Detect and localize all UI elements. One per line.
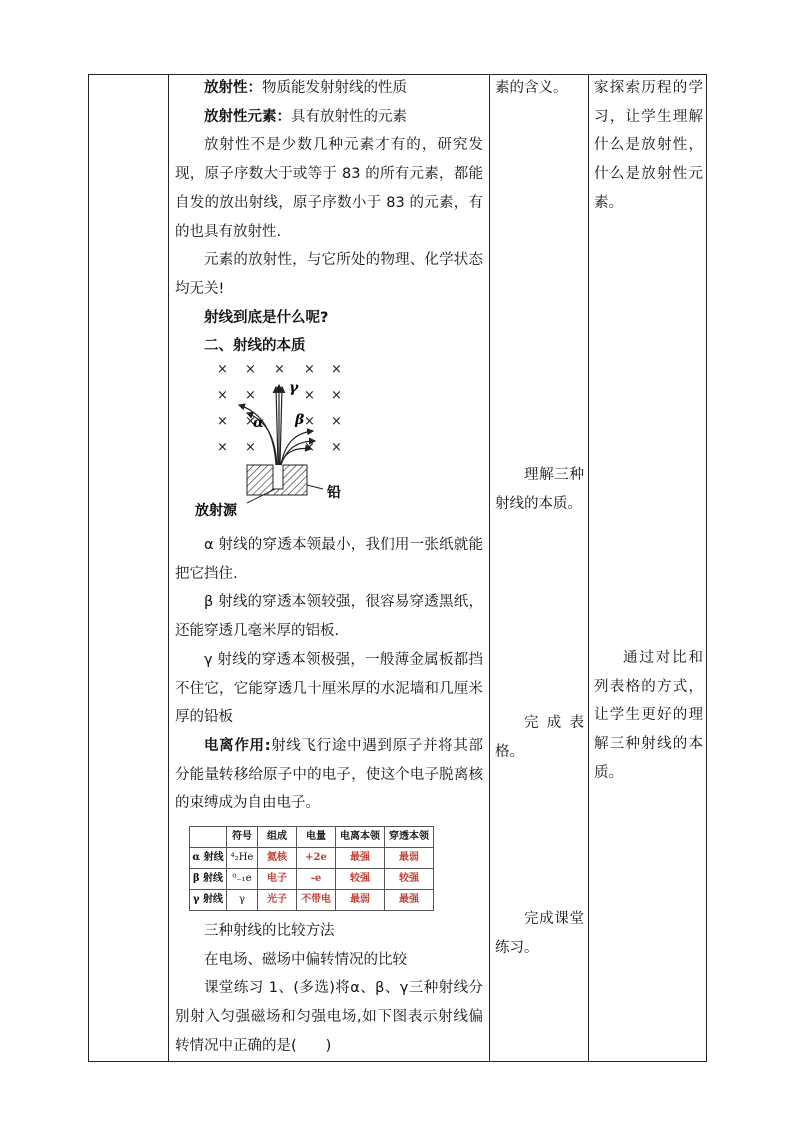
svg-text:×: × [217,414,228,430]
table-row: α 射线 ⁴₂He 氦核 +2e 最强 最弱 [190,848,434,869]
source-label: 放射源 [195,503,237,520]
svg-text:×: × [304,388,315,404]
svg-text:×: × [304,414,315,430]
paragraph-state-independence: 元素的放射性，与它所处的物理、化学状态均无关! [175,252,483,297]
activity-text: 理解三种射线的本质。 [495,467,584,512]
field-deflection-comparison: 在电场、磁场中偏转情况的比较 [204,951,407,968]
ray-comparison-table [189,826,483,911]
svg-text:×: × [304,440,315,456]
table-header-row: 符号 组成 电量 电离本领 穿透本领 [190,827,434,848]
svg-text:×: × [274,362,285,378]
teaching-content-cell [168,75,489,1061]
table-row: γ 射线 γ 光子 不带电 最弱 最强 [190,890,434,911]
intent-text: 家探索历程的学习，让学生理解什么是放射性，什么是放射性元素。 [594,80,703,211]
svg-text:×: × [331,388,342,404]
activity-text: 完成表格。 [495,715,584,760]
radioactivity-definition: 放射性：物质能发射射线的性质 [204,80,407,96]
svg-text:×: × [245,440,256,456]
ionization-paragraph: 电离作用:射线飞行途中遇到原子并将其部分能量转移给原子中的电子，使这个电子脱离核的束缚成为自由电子。 [175,737,483,812]
magnetic-field-diagram [195,361,395,531]
svg-text:×: × [245,362,256,378]
svg-text:×: × [304,362,315,378]
alpha-label: α [253,415,264,432]
svg-text:×: × [217,440,228,456]
design-intent-cell [588,75,707,1061]
beta-penetration: β 射线的穿透本领较强，很容易穿透黑纸，还能穿透几毫米厚的铝板. [175,594,483,640]
lead-pointer [307,485,323,489]
lead-label: 铅 [327,485,341,502]
lesson-plan-table [88,74,707,1062]
svg-text:×: × [331,440,342,456]
svg-text:×: × [217,362,228,378]
intent-text: 通过对比和列表格的方式，让学生更好的理解三种射线的本质。 [594,650,703,781]
comparison-method: 三种射线的比较方法 [204,923,335,940]
table-row: β 射线 ⁰₋₁e 电子 -e 较强 较强 [190,869,434,890]
activity-text: 完成课堂练习。 [495,911,584,956]
alpha-penetration: α 射线的穿透本领最小，我们用一张纸就能把它挡住. [175,537,483,582]
paragraph-atomic-number: 放射性不是少数几种元素才有的，研究发现，原子序数大于或等于 83 的所有元素，都能自发的放出射线，原子序数小于 83 的元素，有的也具有放射性. [175,137,483,240]
svg-text:×: × [245,414,256,430]
lead-block [247,465,307,495]
radioactive-element-definition: 放射性元素：具有放射性的元素 [204,108,407,125]
svg-text:×: × [217,388,228,404]
student-activity-cell [489,75,588,1061]
activity-text: 素的含义。 [495,80,568,96]
gamma-penetration: γ 射线的穿透本领极强，一般薄金属板都挡不住它，它能穿透几十厘米厚的水泥墙和几厘米厚的铅板 [175,651,483,726]
svg-text:×: × [331,362,342,378]
question-heading: 射线到底是什么呢? [204,309,329,326]
classroom-exercise: 课堂练习 1、(多选)将α、β、γ三种射线分别射入匀强磁场和匀强电场,如下图表示射线偏转情况中正确的是( ) [175,980,483,1054]
radiation-deflection-figure [175,361,483,531]
section-title: 二、射线的本质 [204,338,306,355]
beta-label: β [295,412,305,429]
gamma-label: γ [289,380,299,397]
svg-text:×: × [245,388,256,404]
svg-text:×: × [331,414,342,430]
